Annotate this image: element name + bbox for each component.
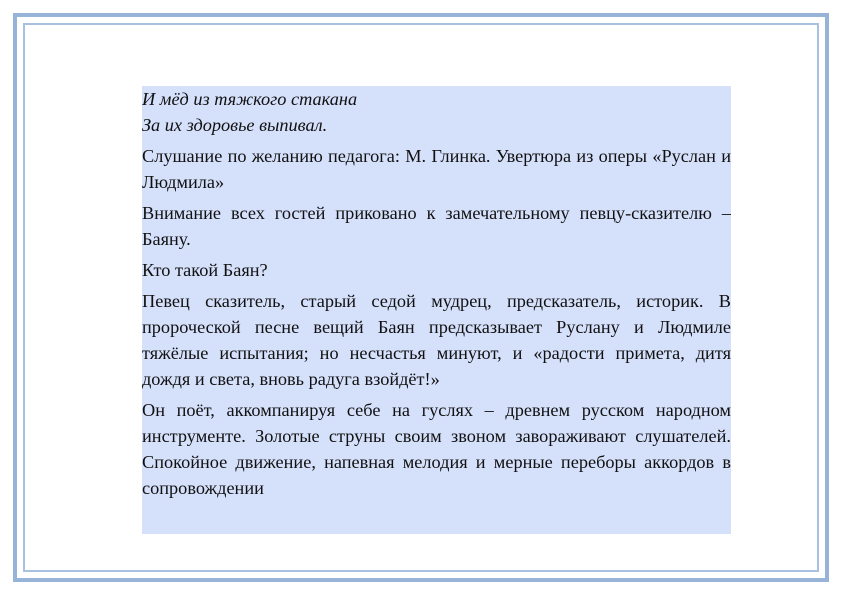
paragraph-listening: Слушание по желанию педагога: М. Глинка. Увертюра из оперы «Руслан и Людмила» — [142, 146, 731, 192]
paragraph-gusli: Он поёт, аккомпанируя себе на гуслях – древнем русском народном инструменте. Золотые струны своим звоном завораживают слушателей. Спокойное движение, напевная мелодия и мерные переборы аккордов в сопровождении — [142, 400, 731, 498]
paragraph-question: Кто такой Баян? — [142, 260, 268, 280]
slide-text-block — [142, 86, 731, 534]
poem-line-2: За их здоровье выпивал. — [142, 115, 328, 135]
poem-line-1: И мёд из тяжкого стакана — [142, 89, 358, 109]
paragraph-bayan-description: Певец сказитель, старый седой мудрец, предсказатель, историк. В пророческой песне вещий Баян предсказывает Руслану и Людмиле тяжёлые испытания; но несчастья минуют, и «радости примета, дитя дождя и света, вновь радуга взойдёт!» — [142, 291, 731, 389]
paragraph-attention: Внимание всех гостей приковано к замечательному певцу-сказителю – Баяну. — [142, 203, 731, 249]
poem-quote — [142, 86, 731, 138]
